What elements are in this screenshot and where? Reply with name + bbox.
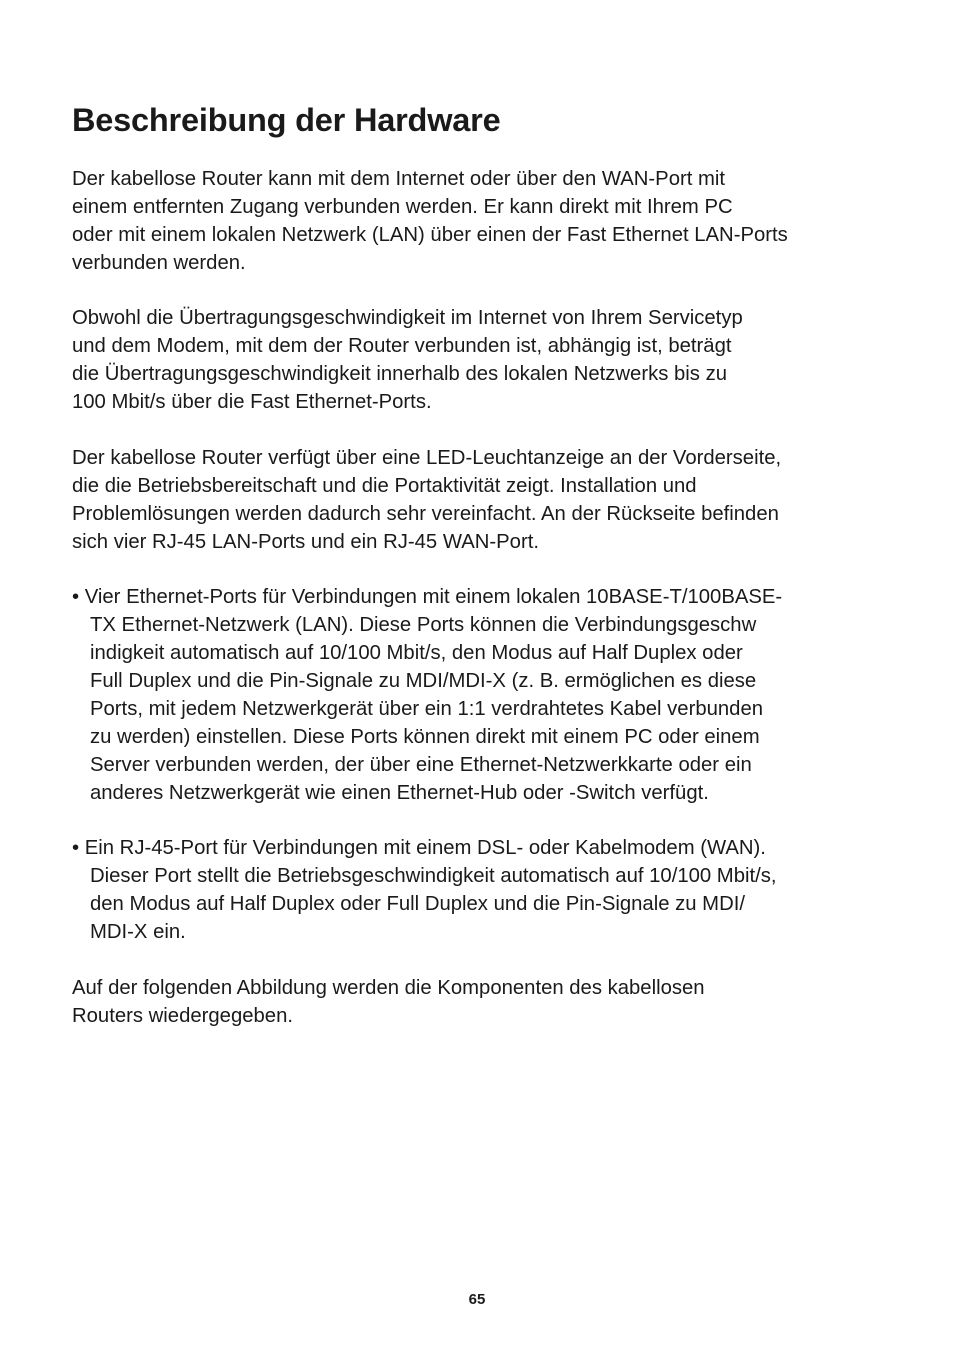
text-line: oder mit einem lokalen Netzwerk (LAN) über einen der Fast Ethernet LAN-Ports <box>72 223 788 246</box>
bullet-line: TX Ethernet-Netzwerk (LAN). Diese Ports können die Verbindungsgeschw <box>90 614 757 637</box>
text-line: einem entfernten Zugang verbunden werden. Er kann direkt mit Ihrem PC <box>72 195 733 218</box>
bullet-item-wan-port <box>72 835 890 947</box>
paragraph-spacer <box>72 278 890 306</box>
paragraph-spacer <box>72 947 890 975</box>
bullet-line: • Vier Ethernet-Ports für Verbindungen mit einem lokalen 10BASE-T/100BASE- <box>72 586 783 609</box>
bullet-line: Server verbunden werden, der über eine Ethernet-Netzwerkkarte oder ein <box>90 753 752 776</box>
text-line: Obwohl die Übertragungsgeschwindigkeit im Internet von Ihrem Servicetyp <box>72 307 743 330</box>
paragraph-2 <box>72 305 890 417</box>
paragraph-spacer <box>72 417 890 445</box>
text-line: Problemlösungen werden dadurch sehr vereinfacht. An der Rückseite befinden <box>72 502 779 525</box>
bullet-line: Ports, mit jedem Netzwerkgerät über ein 1:1 verdrahtetes Kabel verbunden <box>90 697 764 720</box>
paragraph-spacer <box>72 556 890 584</box>
text-line: sich vier RJ-45 LAN-Ports und ein RJ-45 WAN-Port. <box>72 530 539 553</box>
bullet-line: Dieser Port stellt die Betriebsgeschwindigkeit automatisch auf 10/100 Mbit/s, <box>90 865 777 888</box>
text-line: 100 Mbit/s über die Fast Ethernet-Ports. <box>72 391 432 414</box>
text-line: und dem Modem, mit dem der Router verbunden ist, abhängig ist, beträgt <box>72 335 732 358</box>
body-text <box>72 166 890 1031</box>
text-line: Auf der folgenden Abbildung werden die Komponenten des kabellosen <box>72 976 705 999</box>
paragraph-1 <box>72 166 890 278</box>
paragraph-spacer <box>72 807 890 835</box>
closing-paragraph <box>72 975 890 1031</box>
bullet-line: zu werden) einstellen. Diese Ports können direkt mit einem PC oder einem <box>90 725 760 748</box>
text-line: Der kabellose Router kann mit dem Internet oder über den WAN-Port mit <box>72 168 726 190</box>
paragraph-3 <box>72 445 890 557</box>
text-line: verbunden werden. <box>72 251 246 274</box>
page-content <box>72 96 890 1031</box>
page-number: 65 <box>468 1291 486 1308</box>
bullet-line: den Modus auf Half Duplex oder Full Duplex und die Pin-Signale zu MDI/ <box>90 893 745 916</box>
text-line: Der kabellose Router verfügt über eine LED-Leuchtanzeige an der Vorderseite, <box>72 446 782 469</box>
bullet-line: indigkeit automatisch auf 10/100 Mbit/s, den Modus auf Half Duplex oder <box>90 642 743 665</box>
text-line: Routers wiedergegeben. <box>72 1004 293 1027</box>
bullet-line: • Ein RJ-45-Port für Verbindungen mit einem DSL- oder Kabelmodem (WAN). <box>72 837 766 860</box>
page-title: Beschreibung der Hardware <box>72 102 501 138</box>
bullet-line: anderes Netzwerkgerät wie einen Ethernet-Hub oder -Switch verfügt. <box>90 781 709 804</box>
text-line: die Übertragungsgeschwindigkeit innerhalb des lokalen Netzwerks bis zu <box>72 363 727 386</box>
bullet-item-ethernet-ports <box>72 584 890 807</box>
text-line: die die Betriebsbereitschaft und die Portaktivität zeigt. Installation und <box>72 474 697 497</box>
bullet-line: Full Duplex und die Pin-Signale zu MDI/MDI-X (z. B. ermöglichen es diese <box>90 670 757 693</box>
bullet-line: MDI-X ein. <box>90 921 186 944</box>
